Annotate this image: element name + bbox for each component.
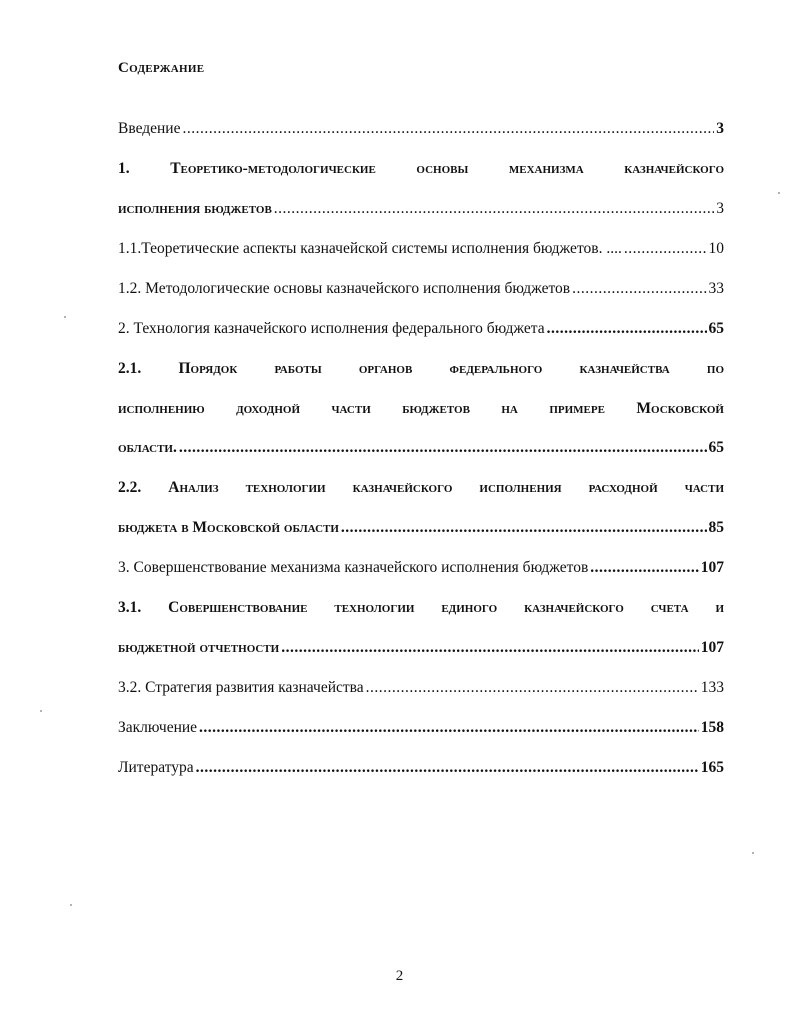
toc-entry-page: 65: [708, 439, 724, 456]
toc-entry-title-line-2: исполнению доходной части бюджетов на примере Московской: [118, 400, 724, 417]
dot-leader: [624, 238, 707, 260]
toc-entry-title: 1.1.Теоретические аспекты казначейской системы исполнения бюджетов. ....: [118, 240, 622, 257]
toc-entry-page: 3: [716, 120, 724, 137]
toc-entry-page: 10: [708, 240, 724, 257]
toc-entry-page: 158: [700, 719, 724, 736]
toc-entry-chapter-3[interactable]: [118, 557, 724, 579]
scan-speck: [752, 852, 754, 854]
toc-entry-section-3-1-line-1[interactable]: [118, 597, 724, 619]
dot-leader: [572, 278, 706, 300]
toc-entry-title: Введение: [118, 120, 181, 137]
toc-entry-title-line-1: 3.1. Совершенствование технологии единого казначейского счета и: [118, 599, 724, 616]
toc-entry-chapter-1-line-2[interactable]: [118, 198, 724, 220]
toc-entry-page: 85: [708, 519, 724, 536]
toc-entry-title: 2. Технология казначейского исполнения федерального бюджета: [118, 320, 545, 337]
toc-entry-page: 165: [700, 759, 724, 776]
toc-entry-title: 3. Совершенствование механизма казначейского исполнения бюджетов: [118, 559, 589, 576]
toc-entry-title: Заключение: [118, 719, 198, 736]
dot-leader: [281, 637, 699, 659]
toc-entry-page: 3: [716, 200, 724, 217]
toc-entry-literature[interactable]: [118, 757, 724, 779]
toc-entry-page: 107: [700, 559, 724, 576]
toc-entry-section-2-1-line-3[interactable]: [118, 437, 724, 459]
toc-entry-title-line-2: бюджетной отчетности: [118, 639, 280, 656]
scan-speck: [778, 192, 780, 194]
toc-entry-page: 107: [700, 639, 724, 656]
toc-entry-title: 3.2. Стратегия развития казначейства: [118, 679, 364, 696]
toc-entry-title-line-1: 1. Теоретико-методологические основы механизма казначейского: [118, 160, 724, 177]
toc-entry-chapter-2[interactable]: [118, 318, 724, 340]
toc-entry-introduction[interactable]: [118, 118, 724, 140]
toc-entry-title-line-2: бюджета в Московской области: [118, 519, 339, 536]
scan-speck: [64, 316, 66, 318]
toc-entry-page: 33: [708, 280, 724, 297]
dot-leader: [182, 118, 714, 140]
toc-entry-chapter-1-line-1[interactable]: [118, 158, 724, 180]
toc-entry-page: 65: [708, 320, 724, 337]
toc-entry-section-3-2[interactable]: [118, 677, 724, 699]
dot-leader: [199, 717, 699, 739]
dot-leader: [196, 757, 699, 779]
dot-leader: [366, 677, 699, 699]
dot-leader: [590, 557, 698, 579]
toc-entry-section-2-2-line-2[interactable]: [118, 517, 724, 539]
page-number: 2: [395, 968, 404, 984]
dot-leader: [547, 318, 707, 340]
scan-speck: [70, 904, 72, 906]
toc-entry-title-line-1: 2.2. Анализ технологии казначейского исполнения расходной части: [118, 479, 724, 496]
toc-entry-section-1-1[interactable]: [118, 238, 724, 260]
toc-entry-section-2-1-line-2[interactable]: [118, 398, 724, 420]
toc-entry-title-line-2: исполнения бюджетов: [118, 200, 272, 217]
dot-leader: [341, 517, 707, 539]
toc-entry-conclusion[interactable]: [118, 717, 724, 739]
toc-entry-title-line-1: 2.1. Порядок работы органов федерального казначейства по: [118, 360, 724, 377]
toc-entry-title-line-3: области.: [118, 439, 177, 456]
toc-entry-section-2-2-line-1[interactable]: [118, 477, 724, 499]
toc-entry-section-1-2[interactable]: [118, 278, 724, 300]
scan-speck: [40, 710, 42, 712]
toc-entry-title: Литература: [118, 759, 194, 776]
toc-entry-section-2-1-line-1[interactable]: [118, 358, 724, 380]
dot-leader: [274, 198, 714, 220]
toc-entry-section-3-1-line-2[interactable]: [118, 637, 724, 659]
toc-entry-title: 1.2. Методологические основы казначейского исполнения бюджетов: [118, 280, 571, 297]
dot-leader: [179, 437, 707, 459]
toc-entry-page: 133: [700, 679, 724, 696]
page-title: Содержание: [118, 60, 205, 76]
